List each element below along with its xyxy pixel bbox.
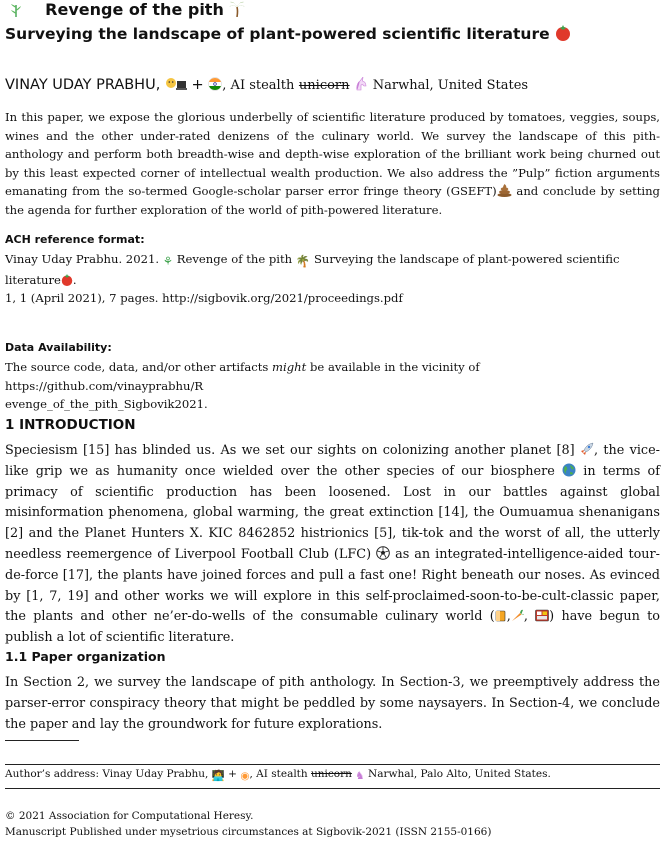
author-ai-label: , AI stealth <box>222 78 295 93</box>
intro-text-3: in terms of primacy of scientific production has been loosened. Lost in our battles against global misinformation phenomena, global warming, the great extinction [14], the Oumuamua shenanigans [2] and the Planet Hunters X. KIC 8462852 histrionics [5], tik-tok and the worst of all, the utterly needless reemergence of Liverpool Football Club (LFC) <box>5 463 660 562</box>
ach-line1-b: Revenge of the pith <box>176 252 293 266</box>
herb-icon <box>10 3 22 17</box>
intro-heading: 1 INTRODUCTION <box>5 417 136 433</box>
author-address <box>5 768 551 782</box>
manuscript-note: Manuscript Published under mysetrious circumstances at Sigbovik-2021 (ISSN 2155-0166) <box>5 826 492 838</box>
palm-tree-icon <box>229 1 245 17</box>
herb-icon: ⚘ <box>162 254 174 268</box>
poop-icon <box>497 184 512 197</box>
unicorn-icon <box>354 77 368 91</box>
india-flag-icon: ◉ <box>240 770 250 782</box>
ach-heading: ACH reference format: <box>5 233 145 246</box>
availability-text-a: The source code, data, and/or other artifacts <box>5 360 273 374</box>
intro-text-1: Speciesism [15] has blinded us. As we set our sights on colonizing another planet [8] <box>5 443 575 458</box>
org-heading: 1.1 Paper organization <box>5 649 166 664</box>
author-affiliation: Narwhal, United States <box>372 78 529 93</box>
paper-title <box>10 0 245 19</box>
tomato-icon <box>61 274 73 286</box>
technologist-icon: 🧑‍💻 <box>211 770 225 782</box>
address-struck: unicorn <box>311 768 352 780</box>
org-paragraph <box>5 673 660 735</box>
org-text: In Section 2, we survey the landscape of pith anthology. In Section-3, we preemptively address the parser-error conspiracy theory that might be peddled by some naysayers. In Section-4, we conclude the paper and lay the groundwork for future explorations. <box>5 675 660 732</box>
footer-rule-bottom <box>5 788 660 789</box>
india-flag-icon <box>208 77 222 91</box>
paper-subtitle <box>5 25 571 43</box>
bento-icon <box>535 609 549 622</box>
intro-text-5: ) have begun to publish a lot of scientific literature. <box>5 609 660 646</box>
copyright: © 2021 Association for Computational Heresy. <box>5 810 254 822</box>
ach-line1-c: Surveying the landscape of plant-powered scientific literature <box>5 252 620 287</box>
address-ai: , AI stealth <box>249 768 308 780</box>
unicorn-icon: ♞ <box>355 770 365 782</box>
availability-text-b: be available in the vicinity of https://github.com/vinayprabhu/R <box>5 360 480 393</box>
footer-rule-top <box>5 764 660 765</box>
availability-emphasis: might <box>272 360 307 374</box>
address-location: Narwhal, Palo Alto, United States. <box>368 768 551 780</box>
availability-text-c: evenge_of_the_pith_Sigbovik2021. <box>5 397 208 412</box>
carrot-icon <box>511 609 524 622</box>
author-plus: + <box>191 77 204 93</box>
author-name: VINAY UDAY PRABHU, <box>5 77 161 93</box>
juice-icon <box>495 609 507 622</box>
subtitle-text: Surveying the landscape of plant-powered scientific literature <box>5 25 550 43</box>
abstract-text: In this paper, we expose the glorious underbelly of scientific literature produced by tomatoes, veggies, soups, wines and the other under-rated denizens of the culinary world. We survey the landscape of this pith-anthology and perform both breadth-wise and depth-wise exploration of the brilliant work being churned out by this least expected corner of intellectual wealth production. We also address the ”Pulp” fiction arguments emanating from the so-termed Google-scholar parser error fringe theory (GSEFT) <box>5 110 660 199</box>
abstract <box>5 108 660 220</box>
footnote-rule <box>5 740 79 741</box>
ach-line2: 1, 1 (April 2021), 7 pages. http://sigbovik.org/2021/proceedings.pdf <box>5 291 403 306</box>
struck-word: unicorn <box>298 78 350 93</box>
intro-text-2: , the vice-like grip we as humanity once wielded over the other species of our biosphere <box>5 443 660 479</box>
availability-heading: Data Availability: <box>5 341 112 354</box>
tomato-icon <box>555 25 571 41</box>
address-name: Author’s address: Vinay Uday Prabhu, <box>5 768 209 780</box>
title-text: Revenge of the pith <box>45 0 224 19</box>
soccer-ball-icon <box>376 546 390 560</box>
ach-reference: Vinay Uday Prabhu. 2021. ⚘ Revenge of the pith 🌴 Surveying the landscape of plant-powered scientific literature . 1, 1 (April 2021), 7 pages. http://sigbovik.org/2021/proceedings.pdf <box>5 252 620 306</box>
availability-text <box>5 358 660 414</box>
ach-line1-a: Vinay Uday Prabhu. 2021. <box>5 252 160 266</box>
intro-text-4: as an integrated-intelligence-aided tour-de-force [17], the plants have joined forces and pull a fast one! Right beneath our noses. As evinced by [1, 7, 19] and other works we will explore in this self-proclaimed-soon-to-be-cult-classic paper, the plants and other ne’er-do-wells of the consumable culinary world ( <box>5 546 660 625</box>
rocket-icon <box>580 442 594 456</box>
address-plus: + <box>228 768 237 780</box>
globe-icon <box>562 463 576 477</box>
intro-paragraph: Speciesism [15] has blinded us. As we set our sights on colonizing another planet [8] , the vice-like grip we as humanity once wielded over the other species of our biosphere in terms of primacy of scientific production has been loosened. Lost in our battles against global misinformation phenomena, global warming, the great extinction [14], the Oumuamua shenanigans [2] and the Planet Hunters X. KIC 8462852 histrionics [5], tik-tok and the worst of all, the utterly needless reemergence of Liverpool Football Club (LFC) as an integrated-intelligence-aided tour-de-force [17], the plants have joined forces and pull a fast one! Right beneath our noses. As evinced by [1, 7, 19] and other works we will explore in this self-proclaimed-soon-to-be-cult-classic paper, the plants and other ne’er-do-wells of the consumable culinary world ( , , ) have begun to publish a lot of scientific literature. <box>5 443 660 646</box>
technologist-icon <box>165 77 187 91</box>
abstract-tail: and conclude by setting the agenda for further exploration of the world of pith-powered literature. <box>5 184 660 217</box>
palm-tree-icon: 🌴 <box>295 254 311 268</box>
author-line <box>5 77 528 93</box>
